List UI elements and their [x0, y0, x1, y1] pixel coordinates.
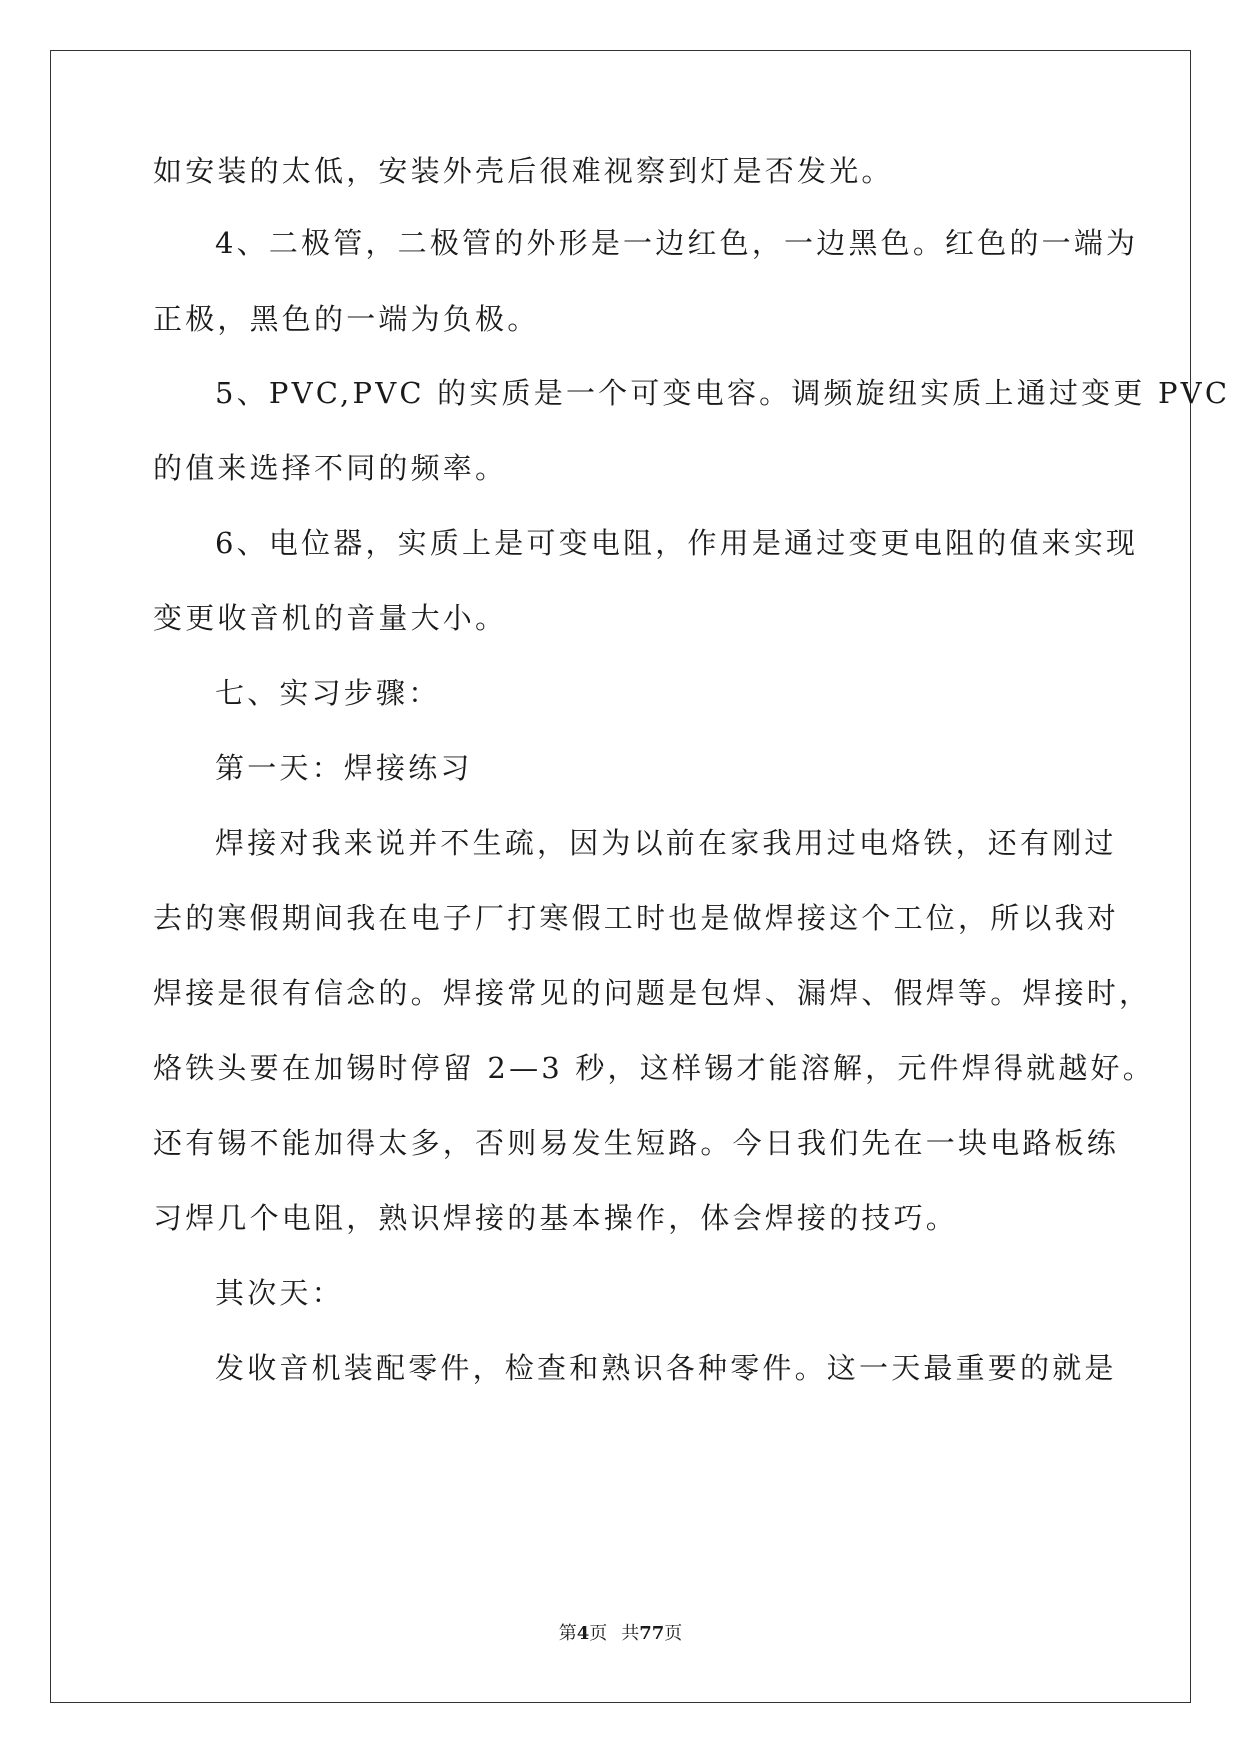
page-number: 4 — [576, 1623, 590, 1644]
text-line-12: 焊接是很有信念的。焊接常见的问题是包焊、漏焊、假焊等。焊接时， — [153, 976, 1152, 1010]
page-border — [50, 50, 1191, 1703]
text-line-11: 去的寒假期间我在电子厂打寒假工时也是做焊接这个工位，所以我对 — [153, 901, 1120, 935]
total-prefix: 共 — [621, 1623, 640, 1644]
day-one-heading: 第一天：焊接练习 — [215, 751, 473, 785]
page-footer — [0, 1622, 1241, 1646]
text-line-15: 习焊几个电阻，熟识焊接的基本操作，体会焊接的技巧。 — [153, 1201, 959, 1235]
total-suffix: 页 — [664, 1623, 683, 1644]
text-line-6: 6、电位器，实质上是可变电阻，作用是通过变更电阻的值来实现 — [215, 526, 1139, 560]
text-line-2: 4、二极管，二极管的外形是一边红色，一边黑色。红色的一端为 — [215, 226, 1139, 260]
page-prefix: 第 — [558, 1623, 577, 1644]
total-pages: 77 — [639, 1623, 665, 1644]
text-line-17: 发收音机装配零件，检查和熟识各种零件。这一天最重要的就是 — [215, 1351, 1117, 1385]
text-line-13: 烙铁头要在加锡时停留 2—3 秒，这样锡才能溶解，元件焊得就越好。 — [153, 1051, 1155, 1085]
text-line-4: 5、PVC,PVC 的实质是一个可变电容。调频旋纽实质上通过变更 PVC — [215, 376, 1231, 410]
text-line-5: 的值来选择不同的频率。 — [153, 451, 508, 485]
day-two-heading: 其次天： — [215, 1276, 344, 1310]
page-suffix: 页 — [589, 1623, 608, 1644]
text-line-3: 正极，黑色的一端为负极。 — [153, 302, 540, 336]
text-line-10: 焊接对我来说并不生疏，因为以前在家我用过电烙铁，还有刚过 — [215, 826, 1117, 860]
section-heading-steps: 七、实习步骤： — [215, 676, 441, 710]
text-line-7: 变更收音机的音量大小。 — [153, 601, 508, 635]
text-line-14: 还有锡不能加得太多，否则易发生短路。今日我们先在一块电路板练 — [153, 1126, 1120, 1160]
text-line-1: 如安装的太低，安装外壳后很难视察到灯是否发光。 — [153, 154, 894, 188]
